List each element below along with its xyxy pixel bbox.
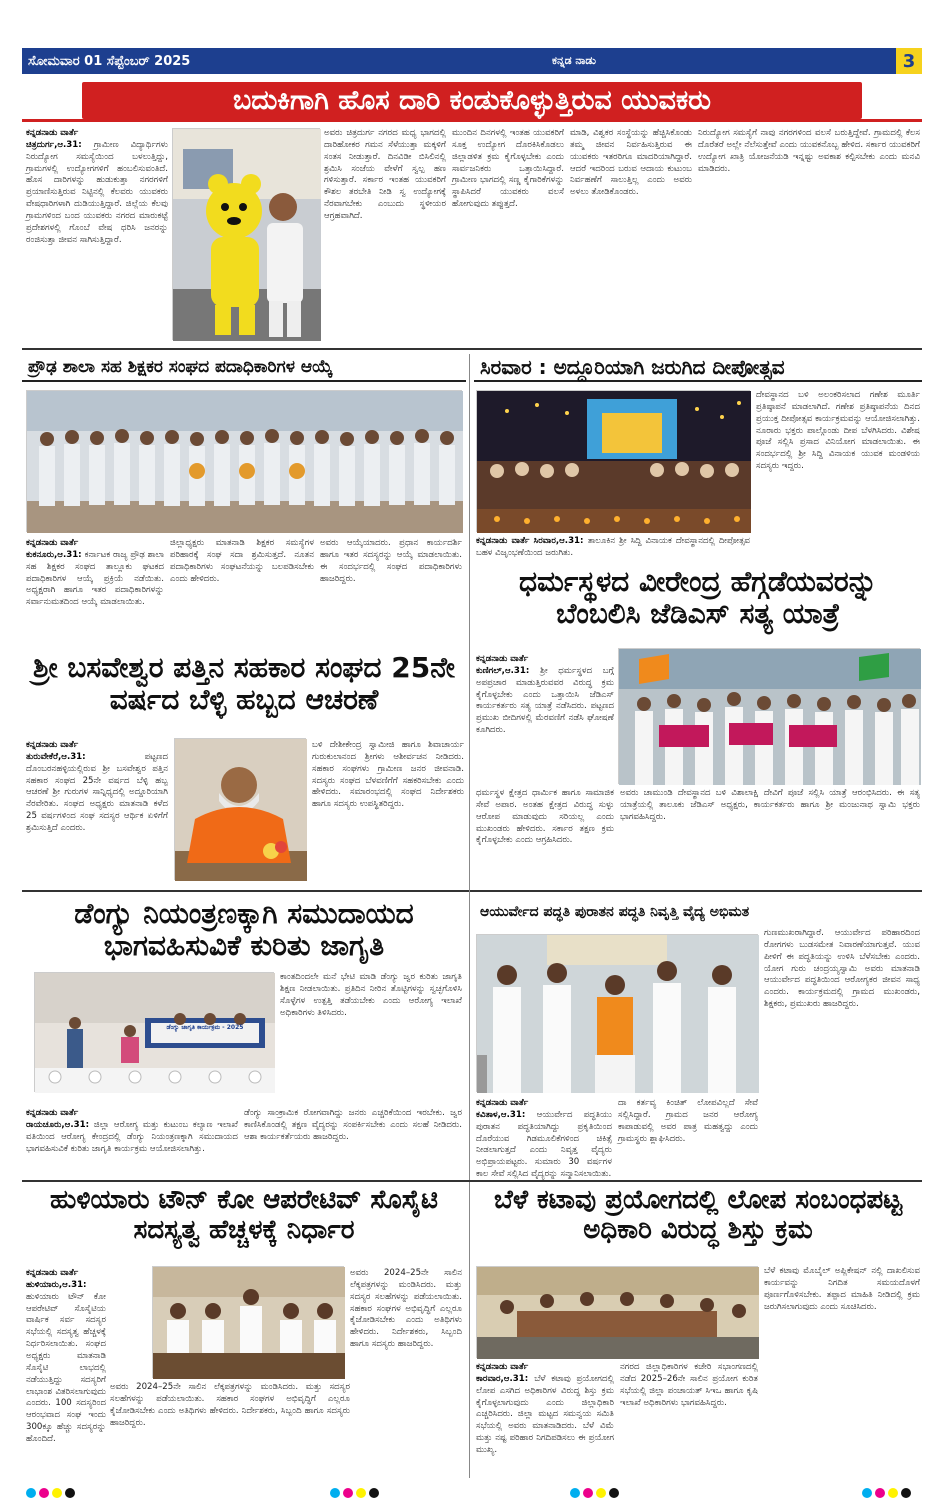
issue-date: ಸೋಮವಾರ 01 ಸೆಪ್ಟೆಂಬರ್ 2025 — [28, 53, 191, 69]
sirwar-dateline: ಸಿರವಾರ,ಆ.31: — [533, 536, 588, 546]
huliyar-byline: ಕನ್ನಡನಾಡು ವಾರ್ತೆ — [26, 1268, 79, 1278]
main-story-col4 — [570, 128, 692, 342]
column-divider — [469, 354, 470, 1478]
jds-col1 — [476, 654, 614, 784]
sirwar-byline: ಕನ್ನಡನಾಡು ವಾರ್ತೆ — [476, 536, 534, 546]
jds-col2 — [476, 788, 614, 888]
sirwar-headline-bar — [474, 354, 922, 382]
crop-body1: ಬೆಳೆ ಕಟಾವು ಪ್ರಯೋಗದಲ್ಲಿ ಲೋಪ ಎಸಗಿದ ಅಧಿಕಾರಿಗಳ ವಿರುದ್ಧ ಶಿಸ್ತು ಕ್ರಮ ಕೈಗೊಳ್ಳಲಾಗುವುದು ಎಂದು ಜಿಲ್ಲಾಧಿಕಾರಿ ಎಚ್ಚರಿಸಿದರು. ಜಿಲ್ಲಾ ಮಟ್ಟದ ಸಮನ್ವಯ ಸಮಿತಿ ಸಭೆಯಲ್ಲಿ ಅವರು ಮಾತನಾಡಿದರು. ಬೆಳೆ ವಿಮೆ ಮತ್ತು ನಷ್ಟ ಪರಿಹಾರ ನಿಗದಿಪಡಿಸಲು ಈ ಪ್ರಯೋಗ ಮುಖ್ಯ. — [476, 1373, 614, 1456]
sirwar-festival-photo — [476, 390, 750, 532]
dengue-body1: ಕಾಂತದಿಂದಲೇ ಮನೆ ಭೇಟಿ ಮಾಡಿ ಡೆಂಗ್ಯು ಜ್ವರ ಕುರಿತು ಜಾಗೃತಿ ಶಿಕ್ಷಣ ನೀಡಲಾಯಿತು. ಪ್ರತಿದಿನ ನೀರಿನ ತೊಟ್ಟಿಗಳನ್ನು ಸ್ವಚ್ಛಗೊಳಿಸಿ ಸೊಳ್ಳೆಗಳ ಉತ್ಪತ್ತಿ ತಡೆಯಬೇಕು ಎಂದು ಆರೋಗ್ಯ ಇಲಾಖೆ ಅಧಿಕಾರಿಗಳು ತಿಳಿಸಿದರು. — [280, 972, 462, 1018]
basaveshwara-headline: ಶ್ರೀ ಬಸವೇಶ್ವರ ಪತ್ತಿನ ಸಹಕಾರ ಸಂಘದ 25ನೇ ವರ್ಷದ ಬೆಳ್ಳಿ ಹಬ್ಬದ ಆಚರಣೆ — [33, 651, 455, 717]
huliyar-body1: ಹುಳಿಯಾರು ಟೌನ್ ಕೋ ಆಪರೇಟಿವ್ ಸೊಸೈಟಿಯ ವಾರ್ಷಿಕ ಸರ್ವ ಸದಸ್ಯರ ಸಭೆಯಲ್ಲಿ ಸದಸ್ಯತ್ವ ಹೆಚ್ಚಳಕ್ಕೆ ನಿರ್ಧರಿಸಲಾಯಿತು. ಸಂಘದ ಅಧ್ಯಕ್ಷರು ಮಾತನಾಡಿ ಸೊಸೈಟಿ ಲಾಭದಲ್ಲಿ ನಡೆಯುತ್ತಿದ್ದು ಸದಸ್ಯರಿಗೆ ಲಾಭಾಂಶ ವಿತರಿಸಲಾಗುವುದು ಎಂದರು. 100 ಸದಸ್ಯರಿಂದ ಆರಂಭವಾದ ಸಂಘ ಇಂದು 300ಕ್ಕೂ ಹೆಚ್ಚು ಸದಸ್ಯರನ್ನು ಹೊಂದಿದೆ. — [26, 1291, 106, 1445]
huliyar-body2-cont: ಅವರು 2024–25ನೇ ಸಾಲಿನ ಲೆಕ್ಕಪತ್ರಗಳನ್ನು ಮಂಡಿಸಿದರು. ಮತ್ತು ಸದಸ್ಯರ ಸಲಹೆಗಳನ್ನು ಪಡೆಯಲಾಯಿತು. ಸಹಕಾರ ಸಂಘಗಳ ಅಭಿವೃದ್ಧಿಗೆ ಎಲ್ಲರೂ ಕೈಜೋಡಿಸಬೇಕು ಎಂದು ಅತಿಥಿಗಳು ಹೇಳಿದರು. ನಿರ್ದೇಶಕರು, ಸಿಬ್ಬಂದಿ ಹಾಗೂ ಸದಸ್ಯರು ಹಾಜರಿದ್ದರು. — [350, 1268, 462, 1350]
jds-body2: ಧರ್ಮಸ್ಥಳ ಕ್ಷೇತ್ರದ ಧಾರ್ಮಿಕ ಹಾಗೂ ಸಾಮಾಜಿಕ ಸೇವೆ ಅಪಾರ. ಅಂತಹ ಕ್ಷೇತ್ರದ ವಿರುದ್ಧ ಸುಳ್ಳು ಆರೋಪ ಮಾಡುವುದು ಸರಿಯಲ್ಲ ಎಂದು ಮುಖಂಡರು ಹೇಳಿದರು. ಸರ್ಕಾರ ತಕ್ಷಣ ಕ್ರಮ ಕೈಗೊಳ್ಳಬೇಕು ಎಂದು ಆಗ್ರಹಿಸಿದರು. — [476, 788, 614, 846]
jds-col3 — [620, 788, 920, 888]
divider — [22, 890, 922, 892]
main-story-col3 — [452, 128, 564, 342]
swamiji-photo — [174, 738, 306, 880]
crop-headline: ಬೆಳೆ ಕಟಾವು ಪ್ರಯೋಗದಲ್ಲಿ ಲೋಪ ಸಂಬಂಧಪಟ್ಟ ಅಧಿಕಾರಿ ವಿರುದ್ಧ ಶಿಸ್ತು ಕ್ರಮ — [494, 1185, 902, 1245]
teachers-body2: ಜಿಲ್ಲಾಧ್ಯಕ್ಷರು ಮಾತನಾಡಿ ಶಿಕ್ಷಕರ ಸಮಸ್ಯೆಗಳ ಪರಿಹಾರಕ್ಕೆ ಸಂಘ ಸದಾ ಶ್ರಮಿಸುತ್ತದೆ. ನೂತನ ಪದಾಧಿಕಾರಿಗಳು ಸಂಘಟನೆಯನ್ನು ಬಲಪಡಿಸಬೇಕು ಎಂದು ಹೇಳಿದರು. — [170, 538, 314, 584]
masthead — [22, 48, 922, 74]
huliyar-body2: ಅವರು 2024–25ನೇ ಸಾಲಿನ ಲೆಕ್ಕಪತ್ರಗಳನ್ನು ಮಂಡಿಸಿದರು. ಮತ್ತು ಸದಸ್ಯರ ಸಲಹೆಗಳನ್ನು ಪಡೆಯಲಾಯಿತು. ಸಹಕಾರ ಸಂಘಗಳ ಅಭಿವೃದ್ಧಿಗೆ ಎಲ್ಲರೂ ಕೈಜೋಡಿಸಬೇಕು ಎಂದು ಅತಿಥಿಗಳು ಹೇಳಿದರು. ನಿರ್ದೇಶಕರು, ಸಿಬ್ಬಂದಿ ಹಾಗೂ ಸದಸ್ಯರು ಹಾಜರಿದ್ದರು. — [110, 1382, 350, 1428]
main-body2: ಅವರು ಚಿತ್ರದುರ್ಗ ನಗರದ ಮಧ್ಯ ಭಾಗದಲ್ಲಿ ದಾರಿಹೋಕರ ಗಮನ ಸೆಳೆಯುತ್ತಾ ಮಕ್ಕಳಿಗೆ ಸಂತಸ ನೀಡುತ್ತಾರೆ. ದಿನವಿಡೀ ಬಿಸಿಲಿನಲ್ಲಿ ಶ್ರಮಿಸಿ ಸಂಜೆಯ ವೇಳೆಗೆ ಸ್ವಲ್ಪ ಹಣ ಗಳಿಸುತ್ತಾರೆ. ಸರ್ಕಾರ ಇಂತಹ ಯುವಕರಿಗೆ ಕೌಶಲ ತರಬೇತಿ ನೀಡಿ ಸ್ವ ಉದ್ಯೋಗಕ್ಕೆ ನೆರವಾಗಬೇಕು ಎಂಬುದು ಸ್ಥಳೀಯರ ಆಗ್ರಹವಾಗಿದೆ. — [324, 128, 446, 222]
sirwar-body: ದೇವಸ್ಥಾನದ ಬಳಿ ಅಲಂಕರಿಸಲಾದ ಗಣೇಶ ಮೂರ್ತಿ ಪ್ರತಿಷ್ಠಾಪನೆ ಮಾಡಲಾಗಿದೆ. ಗಣೇಶ ಪ್ರತಿಷ್ಠಾಪನೆಯ ದಿನದ ಪ್ರಯುಕ್ತ ದೀಪೋತ್ಸವ ಕಾರ್ಯಕ್ರಮವನ್ನು ಆಯೋಜಿಸಲಾಗಿತ್ತು. ನೂರಾರು ಭಕ್ತರು ಪಾಲ್ಗೊಂಡು ದೀಪ ಬೆಳಗಿಸಿದರು. ವಿಶೇಷ ಪೂಜೆ ಸಲ್ಲಿಸಿ ಪ್ರಸಾದ ವಿನಿಯೋಗ ಮಾಡಲಾಯಿತು. ಈ ಸಂದರ್ಭದಲ್ಲಿ ಶ್ರೀ ಸಿದ್ದಿ ವಿನಾಯಕ ಯುವಕ ಮಂಡಳಿಯ ಸದಸ್ಯರು ಇದ್ದರು. — [756, 390, 920, 472]
ayurveda-body2: ದಾ ಕರ್ತವ್ಯ ಕಿಂಚಿತ್ ಲೋಪವಿಲ್ಲದೆ ಸೇವೆ ಸಲ್ಲಿಸಿದ್ದಾರೆ. ಗ್ರಾಮದ ಜನರ ಆರೋಗ್ಯ ಕಾಪಾಡುವಲ್ಲಿ ಅವರ ಪಾತ್ರ ಮಹತ್ವದ್ದು ಎಂದು ಗ್ರಾಮಸ್ಥರು ಶ್ಲಾಘಿಸಿದರು. — [618, 1098, 758, 1144]
ayurveda-col-right — [764, 928, 920, 1180]
ayurveda-headline-bar — [474, 898, 922, 926]
dengue-banner-text: ಡೆಂಗ್ಯು ಜಾಗೃತಿ ಕಾರ್ಯಕ್ರಮ - 2025 — [166, 1024, 244, 1031]
color-registration-marks — [330, 1488, 379, 1498]
jds-byline: ಕನ್ನಡನಾಡು ವಾರ್ತೆ — [476, 654, 529, 664]
dengue-byline: ಕನ್ನಡನಾಡು ವಾರ್ತೆ — [26, 1108, 79, 1118]
teachers-headline: ಪ್ರೌಢ ಶಾಲಾ ಸಹ ಶಿಕ್ಷಕರ ಸಂಘದ ಪದಾಧಿಕಾರಿಗಳ ಆಯ್ಕೆ — [28, 357, 333, 377]
jds-body1: ಶ್ರೀ ಧರ್ಮಸ್ಥಳದ ಬಗ್ಗೆ ಅಪಪ್ರಚಾರ ಮಾಡುತ್ತಿರುವವರ ವಿರುದ್ಧ ಕ್ರಮ ಕೈಗೊಳ್ಳಬೇಕು ಎಂದು ಒತ್ತಾಯಿಸಿ ಜೆಡಿಎಸ್ ಕಾರ್ಯಕರ್ತರು ಸತ್ಯ ಯಾತ್ರೆ ನಡೆಸಿದರು. ಪಟ್ಟಣದ ಪ್ರಮುಖ ಬೀದಿಗಳಲ್ಲಿ ಮೆರವಣಿಗೆ ನಡೆಸಿ ಘೋಷಣೆ ಕೂಗಿದರು. — [476, 665, 615, 736]
main-body5: ನಿರುದ್ಯೋಗ ಸಮಸ್ಯೆಗೆ ನಾವು ನಗರಗಳಿಂದ ವಲಸೆ ಬರುತ್ತಿದ್ದೇವೆ. ಗ್ರಾಮದಲ್ಲಿ ಕೆಲಸ ದೊರೆತರೆ ಅಲ್ಲೇ ನೆಲೆಸುತ್ತೇವೆ ಎಂದು ಯುವಕನೊಬ್ಬ ಹೇಳಿದ. ಸರ್ಕಾರ ಯುವಕರಿಗೆ ಉದ್ಯೋಗ ಖಾತ್ರಿ ಯೋಜನೆಯಡಿ ಇನ್ನಷ್ಟು ಅವಕಾಶ ಕಲ್ಪಿಸಬೇಕು ಎಂದು ಮನವಿ ಮಾಡಿದರು. — [698, 128, 920, 174]
basaveshwara-dateline: ತುರುವೇಕೆರೆ,ಆ.31: — [26, 751, 145, 762]
huliyar-meeting-photo — [152, 1266, 344, 1378]
ayurveda-col2 — [618, 1098, 758, 1174]
ayurveda-body3: ಗುಣಮುಖರಾಗಿದ್ದಾರೆ. ಆಯುರ್ವೇದ ಪರಿಹಾರದಿಂದ ರೋಗಗಳು ಬುಡಸಮೇತ ನಿವಾರಣೆಯಾಗುತ್ತವೆ. ಯುವ ಪೀಳಿಗೆ ಈ ಪದ್ಧತಿಯನ್ನು ಉಳಿಸಿ ಬೆಳೆಸಬೇಕು ಎಂದರು. ಯೋಗ ಗುರು ಚಂದ್ರಯ್ಯಸ್ವಾಮಿ ಅವರು ಮಾತನಾಡಿ ಆಯುರ್ವೇದ ಪದ್ಧತಿಯಿಂದ ಆರೋಗ್ಯಕರ ಜೀವನ ಸಾಧ್ಯ ಎಂದರು. ಕಾರ್ಯಕ್ರಮದಲ್ಲಿ ಗ್ರಾಮದ ಮುಖಂಡರು, ಶಿಕ್ಷಕರು, ಪ್ರಮುಖರು ಹಾಜರಿದ್ದರು. — [764, 928, 920, 1010]
teachers-col3 — [320, 538, 462, 638]
main-dateline: ಚಿತ್ರದುರ್ಗ,ಆ.31: — [26, 139, 94, 150]
sirwar-caption-block — [476, 536, 750, 560]
ayurveda-byline: ಕನ್ನಡನಾಡು ವಾರ್ತೆ — [476, 1098, 529, 1108]
divider — [22, 1180, 922, 1182]
jds-body3: ಅವರು ಚಾಮುಂಡಿ ದೇವಸ್ಥಾನದ ಬಳಿ ವಿಶಾಲಾಕ್ಷಿ ದೇವಿಗೆ ಪೂಜೆ ಸಲ್ಲಿಸಿ ಯಾತ್ರೆ ಆರಂಭಿಸಿದರು. ಈ ಸತ್ಯ ಯಾತ್ರೆಯಲ್ಲಿ ತಾಲೂಕು ಜೆಡಿಎಸ್ ಅಧ್ಯಕ್ಷರು, ಕಾರ್ಯಕರ್ತರು ಹಾಗೂ ಶ್ರೀ ಮಂಜುನಾಥ ಸ್ವಾಮಿ ಭಕ್ತರು ಭಾಗವಹಿಸಿದ್ದರು. — [620, 788, 920, 822]
crop-col1 — [476, 1362, 614, 1478]
teachers-group-photo — [26, 390, 462, 532]
main-body4: ಮಾಡಿ, ವಿಶ್ವಕರ ಸಂಸ್ಥೆಯನ್ನು ಹೆಚ್ಚಿಸಿಕೊಂಡು ತಮ್ಮ ಜೀವನ ನಿರ್ವಹಿಸುತ್ತಿರುವ ಈ ಯುವಕರು ಇತರರಿಗೂ ಮಾದರಿಯಾಗಿದ್ದಾರೆ. ಆದರೆ ಇದರಿಂದ ಬರುವ ಆದಾಯ ಕುಟುಂಬ ನಿರ್ವಹಣೆಗೆ ಸಾಲುತ್ತಿಲ್ಲ ಎಂದು ಅವರು ಅಳಲು ತೋಡಿಕೊಂಡರು. — [570, 128, 692, 198]
basaveshwara-col2 — [312, 740, 464, 886]
main-story-col1 — [26, 128, 168, 342]
crop-meeting-photo — [476, 1266, 758, 1358]
teachers-col2 — [170, 538, 314, 638]
crop-body2: ನಗರದ ಜಿಲ್ಲಾಧಿಕಾರಿಗಳ ಕಚೇರಿ ಸಭಾಂಗಣದಲ್ಲಿ ನಡೆದ 2025–26ನೇ ಸಾಲಿನ ಪ್ರಯೋಗ ಕುರಿತ ಸಭೆಯಲ್ಲಿ ಜಿಲ್ಲಾ ಪಂಚಾಯತ್ ಸಿಇಒ ಹಾಗೂ ಕೃಷಿ ಇಲಾಖೆ ಅಧಿಕಾರಿಗಳು ಭಾಗವಹಿಸಿದ್ದರು. — [620, 1362, 758, 1408]
ayurveda-body1: ಆಯುರ್ವೇದ ಪದ್ಧತಿಯು ಪುರಾತನ ಪದ್ಧತಿಯಾಗಿದ್ದು ಪ್ರಕೃತಿಯಿಂದ ದೊರೆಯುವ ಗಿಡಮೂಲಿಕೆಗಳಿಂದ ಚಿಕಿತ್ಸೆ ನೀಡಲಾಗುತ್ತದೆ ಎಂದು ನಿವೃತ್ತ ವೈದ್ಯರು ಅಭಿಪ್ರಾಯಪಟ್ಟರು. ಸುಮಾರು 30 ವರ್ಷಗಳ ಕಾಲ ಸೇವೆ ಸಲ್ಲಿಸಿದ ವೈದ್ಯರನ್ನು ಸನ್ಮಾನಿಸಲಾಯಿತು. — [476, 1109, 612, 1180]
basaveshwara-byline: ಕನ್ನಡನಾಡು ವಾರ್ತೆ — [26, 740, 79, 750]
huliyar-col3 — [350, 1268, 462, 1478]
crop-col2 — [620, 1362, 758, 1478]
color-registration-marks — [570, 1488, 619, 1498]
dengue-dateline: ರಾಯಚೂರು,ಆ.31: — [26, 1119, 94, 1130]
main-body1: ಗ್ರಾಮೀಣ ವಿದ್ಯಾರ್ಥಿಗಳು ನಿರುದ್ಯೋಗ ಸಮಸ್ಯೆಯಿಂದ ಬಳಲುತ್ತಿದ್ದು, ಗ್ರಾಮಗಳಲ್ಲಿ ಉದ್ಯೋಗಗಳಿಗೆ ಹಂಬಲಿಸುವಂತಿದೆ. ಹೊಸ ದಾರಿಗಳನ್ನು ಹುಡುಕುತ್ತಾ ನಗರಗಳಿಗೆ ಪ್ರಯಾಣಿಸುತ್ತಿರುವ ನಿಟ್ಟಿನಲ್ಲಿ ಕೆಲವರು ಯುವಕರು ವೇಷಧಾರಿಗಳಾಗಿ ದುಡಿಯುತ್ತಿದ್ದಾರೆ. ಜಿಲ್ಲೆಯ ಕೆಲವು ಗ್ರಾಮಗಳಿಂದ ಬಂದ ಯುವಕರು ನಗರದ ಮಾರುಕಟ್ಟೆ ಪ್ರದೇಶಗಳಲ್ಲಿ ಗೊಂಬೆ ವೇಷ ಧರಿಸಿ ಜನರನ್ನು ರಂಜಿಸುತ್ತಾ ಜೀವನ ಸಾಗಿಸುತ್ತಿದ್ದಾರೆ. — [26, 139, 168, 245]
color-registration-marks — [862, 1488, 911, 1498]
yellow-mascot-photo — [172, 128, 320, 340]
ayurveda-headline: ಆಯುರ್ವೇದ ಪದ್ಧತಿ ಪುರಾತನ ಪದ್ಧತಿ ನಿವೃತ್ತಿ ವೈದ್ಯ ಅಭಿಮತ — [480, 904, 750, 920]
main-story-col5 — [698, 128, 920, 342]
huliyar-dateline: ಹುಳಿಯಾರು,ಆ.31: — [26, 1279, 87, 1290]
main-byline: ಕನ್ನಡನಾಡು ವಾರ್ತೆ — [26, 128, 79, 138]
sirwar-headline: ಸಿರವಾರ : ಅದ್ದೂರಿಯಾಗಿ ಜರುಗಿದ ದೀಪೋತ್ಸವ — [480, 355, 785, 379]
teachers-dateline: ಕುಕನೂರು,ಆ.31: — [26, 549, 85, 560]
crop-dateline: ಕಾರವಾರ,ಆ.31: — [476, 1373, 535, 1384]
crop-byline: ಕನ್ನಡನಾಡು ವಾರ್ತೆ — [476, 1362, 529, 1372]
huliyar-headline: ಹುಳಿಯಾರು ಟೌನ್ ಕೋ ಆಪರೇಟಿವ್ ಸೊಸೈಟಿ ಸದಸ್ಯತ್ವ ಹೆಚ್ಚಳಕ್ಕೆ ನಿರ್ಧಾರ — [50, 1185, 438, 1245]
basaveshwara-body1: ಪಟ್ಟಣದ ದೊಂಬರನಹಳ್ಳಿಯಲ್ಲಿರುವ ಶ್ರೀ ಬಸವೇಶ್ವರ ಪತ್ತಿನ ಸಹಕಾರ ಸಂಘದ 25ನೇ ವರ್ಷದ ಬೆಳ್ಳಿ ಹಬ್ಬ ಆಚರಣೆ ಶ್ರೀ ಗುರುಗಳ ಸಾನ್ನಿಧ್ಯದಲ್ಲಿ ಅದ್ದೂರಿಯಾಗಿ ನೆರವೇರಿತು. ಸಂಘದ ಅಧ್ಯಕ್ಷರು ಮಾತನಾಡಿ ಕಳೆದ 25 ವರ್ಷಗಳಿಂದ ಸಂಘ ಸದಸ್ಯರ ಆರ್ಥಿಕ ಏಳಿಗೆಗೆ ಶ್ರಮಿಸುತ್ತಿದೆ ಎಂದರು. — [26, 751, 168, 834]
color-registration-marks — [26, 1488, 75, 1498]
dengue-col1 — [26, 1108, 238, 1174]
newspaper-name: ಕನ್ನಡ ನಾಡು — [552, 54, 596, 67]
jds-headline: ಧರ್ಮಸ್ಥಳದ ವೀರೇಂದ್ರ ಹೆಗ್ಗಡೆಯವರನ್ನು ಬೆಂಬಲಿಸಿ ಜೆಡಿಎಸ್ ಸತ್ಯ ಯಾತ್ರೆ — [519, 565, 877, 631]
main-headline: ಬದುಕಿಗಾಗಿ ಹೊಸ ದಾರಿ ಕಂಡುಕೊಳ್ಳುತ್ತಿರುವ ಯುವಕರು — [82, 82, 862, 119]
jds-rally-photo — [618, 648, 920, 784]
teachers-headline-bar — [22, 354, 466, 382]
main-story-col2 — [324, 128, 446, 342]
teachers-byline: ಕನ್ನಡನಾಡು ವಾರ್ತೆ — [26, 538, 79, 548]
huliyar-col1 — [26, 1268, 106, 1478]
dengue-body2: ಜಿಲ್ಲಾ ಆರೋಗ್ಯ ಮತ್ತು ಕುಟುಂಬ ಕಲ್ಯಾಣ ಇಲಾಖೆ ವತಿಯಿಂದ ಆರೋಗ್ಯ ಕೇಂದ್ರದಲ್ಲಿ ಡೆಂಗ್ಯು ನಿಯಂತ್ರಣಕ್ಕಾಗಿ ಸಮುದಾಯದ ಭಾಗವಹಿಸುವಿಕೆ ಕುರಿತು ಜಾಗೃತಿ ಕಾರ್ಯಕ್ರಮ ಆಯೋಜಿಸಲಾಗಿತ್ತು. — [26, 1119, 238, 1154]
crop-body3: ಬೆಳೆ ಕಟಾವು ಮೊಬೈಲ್ ಅಪ್ಲಿಕೇಷನ್ ನಲ್ಲಿ ದಾಖಲಿಸುವ ಕಾರ್ಯವನ್ನು ನಿಗದಿತ ಸಮಯದೊಳಗೆ ಪೂರ್ಣಗೊಳಿಸಬೇಕು. ತಪ್ಪಾದ ಮಾಹಿತಿ ನೀಡಿದಲ್ಲಿ ಕ್ರಮ ಜರುಗಿಸಲಾಗುವುದು ಎಂದು ಸೂಚಿಸಿದರು. — [764, 1266, 920, 1312]
crop-col-right — [764, 1266, 920, 1478]
dengue-body3: ಡೆಂಗ್ಯು ಸಾಂಕ್ರಾಮಿಕ ರೋಗವಾಗಿದ್ದು ಜನರು ಎಚ್ಚರಿಕೆಯಿಂದ ಇರಬೇಕು. ಜ್ವರ ಕಾಣಿಸಿಕೊಂಡಲ್ಲಿ ತಕ್ಷಣ ವೈದ್ಯರನ್ನು ಸಂಪರ್ಕಿಸಬೇಕು ಎಂದು ಸಲಹೆ ನೀಡಿದರು. ಆಶಾ ಕಾರ್ಯಕರ್ತೆಯರು ಹಾಜರಿದ್ದರು. — [244, 1108, 462, 1142]
dengue-col2 — [244, 1108, 462, 1174]
jds-dateline: ಕುಣಿಗಲ್,ಆ.31: — [476, 665, 541, 676]
teachers-body1: ಕರ್ನಾಟಕ ರಾಜ್ಯ ಪ್ರೌಢ ಶಾಲಾ ಸಹ ಶಿಕ್ಷಕರ ಸಂಘದ ತಾಲ್ಲೂಕು ಘಟಕದ ಪದಾಧಿಕಾರಿಗಳ ಆಯ್ಕೆ ಪ್ರಕ್ರಿಯೆ ನಡೆಯಿತು. ಅಧ್ಯಕ್ಷರಾಗಿ ಹಾಗೂ ಇತರ ಪದಾಧಿಕಾರಿಗಳನ್ನು ಸರ್ವಾನುಮತದಿಂದ ಆಯ್ಕೆ ಮಾಡಲಾಯಿತು. — [26, 549, 164, 608]
dengue-col-right — [280, 972, 462, 1104]
basaveshwara-col1 — [26, 740, 168, 886]
dengue-headline: ಡೆಂಗ್ಯು ನಿಯಂತ್ರಣಕ್ಕಾಗಿ ಸಮುದಾಯದ ಭಾಗವಹಿಸುವಿಕೆ ಕುರಿತು ಜಾಗೃತಿ — [74, 897, 414, 963]
divider — [22, 348, 922, 350]
ayurveda-col1 — [476, 1098, 612, 1180]
dengue-meeting-photo — [34, 972, 274, 1092]
teachers-col1 — [26, 538, 164, 638]
sirwar-col-right — [756, 390, 920, 552]
huliyar-col2 — [110, 1382, 350, 1478]
page-number: 3 — [896, 48, 922, 74]
sirwar-caption: ತಾಲೂಕಿನ ಶ್ರೀ ಸಿದ್ದಿ ವಿನಾಯಕ ದೇವಸ್ಥಾನದಲ್ಲಿ ದೀಪೋತ್ಸವ ಬಹಳ ವಿಜೃಂಭಣೆಯಿಂದ ಜರುಗಿತು. — [476, 536, 751, 558]
main-body3: ಮುಂದಿನ ದಿನಗಳಲ್ಲಿ ಇಂತಹ ಯುವಕರಿಗೆ ಸೂಕ್ತ ಉದ್ಯೋಗ ದೊರಕಿಸಿಕೊಡಲು ಜಿಲ್ಲಾಡಳಿತ ಕ್ರಮ ಕೈಗೊಳ್ಳಬೇಕು ಎಂದು ಸಾರ್ವಜನಿಕರು ಒತ್ತಾಯಿಸಿದ್ದಾರೆ. ಗ್ರಾಮೀಣ ಭಾಗದಲ್ಲಿ ಸಣ್ಣ ಕೈಗಾರಿಕೆಗಳನ್ನು ಸ್ಥಾಪಿಸಿದರೆ ಯುವಕರು ವಲಸೆ ಹೋಗುವುದು ತಪ್ಪುತ್ತದೆ. — [452, 128, 564, 210]
ayurveda-dateline: ಕವಿತಾಳ,ಆ.31: — [476, 1109, 537, 1120]
teachers-body3: ಅವರು ಆಯ್ಕೆಯಾದರು. ಪ್ರಧಾನ ಕಾರ್ಯದರ್ಶಿ ಹಾಗೂ ಇತರ ಸದಸ್ಯರನ್ನು ಆಯ್ಕೆ ಮಾಡಲಾಯಿತು. ಈ ಸಂದರ್ಭದಲ್ಲಿ ಸಂಘದ ಪದಾಧಿಕಾರಿಗಳು ಹಾಜರಿದ್ದರು. — [320, 538, 462, 584]
basaveshwara-body2: ಬಳಿ ದೇಶೀಕೇಂದ್ರ ಸ್ವಾಮೀಜಿ ಹಾಗೂ ಶಿವಾಚಾರ್ಯ ಗುರುಕುಲಾನಂದ ಶ್ರೀಗಳು ಆಶೀರ್ವಚನ ನೀಡಿದರು. ಸಹಕಾರ ಸಂಘಗಳು ಗ್ರಾಮೀಣ ಜನರ ಜೀವನಾಡಿ. ಸದಸ್ಯರು ಸಂಘದ ಬೆಳವಣಿಗೆಗೆ ಸಹಕರಿಸಬೇಕು ಎಂದು ಹೇಳಿದರು. ಸಮಾರಂಭದಲ್ಲಿ ಸಂಘದ ನಿರ್ದೇಶಕರು ಹಾಗೂ ಸದಸ್ಯರು ಉಪಸ್ಥಿತರಿದ್ದರು. — [312, 740, 464, 810]
main-headline-banner — [22, 82, 922, 122]
ayurveda-felicitation-photo — [476, 934, 758, 1092]
